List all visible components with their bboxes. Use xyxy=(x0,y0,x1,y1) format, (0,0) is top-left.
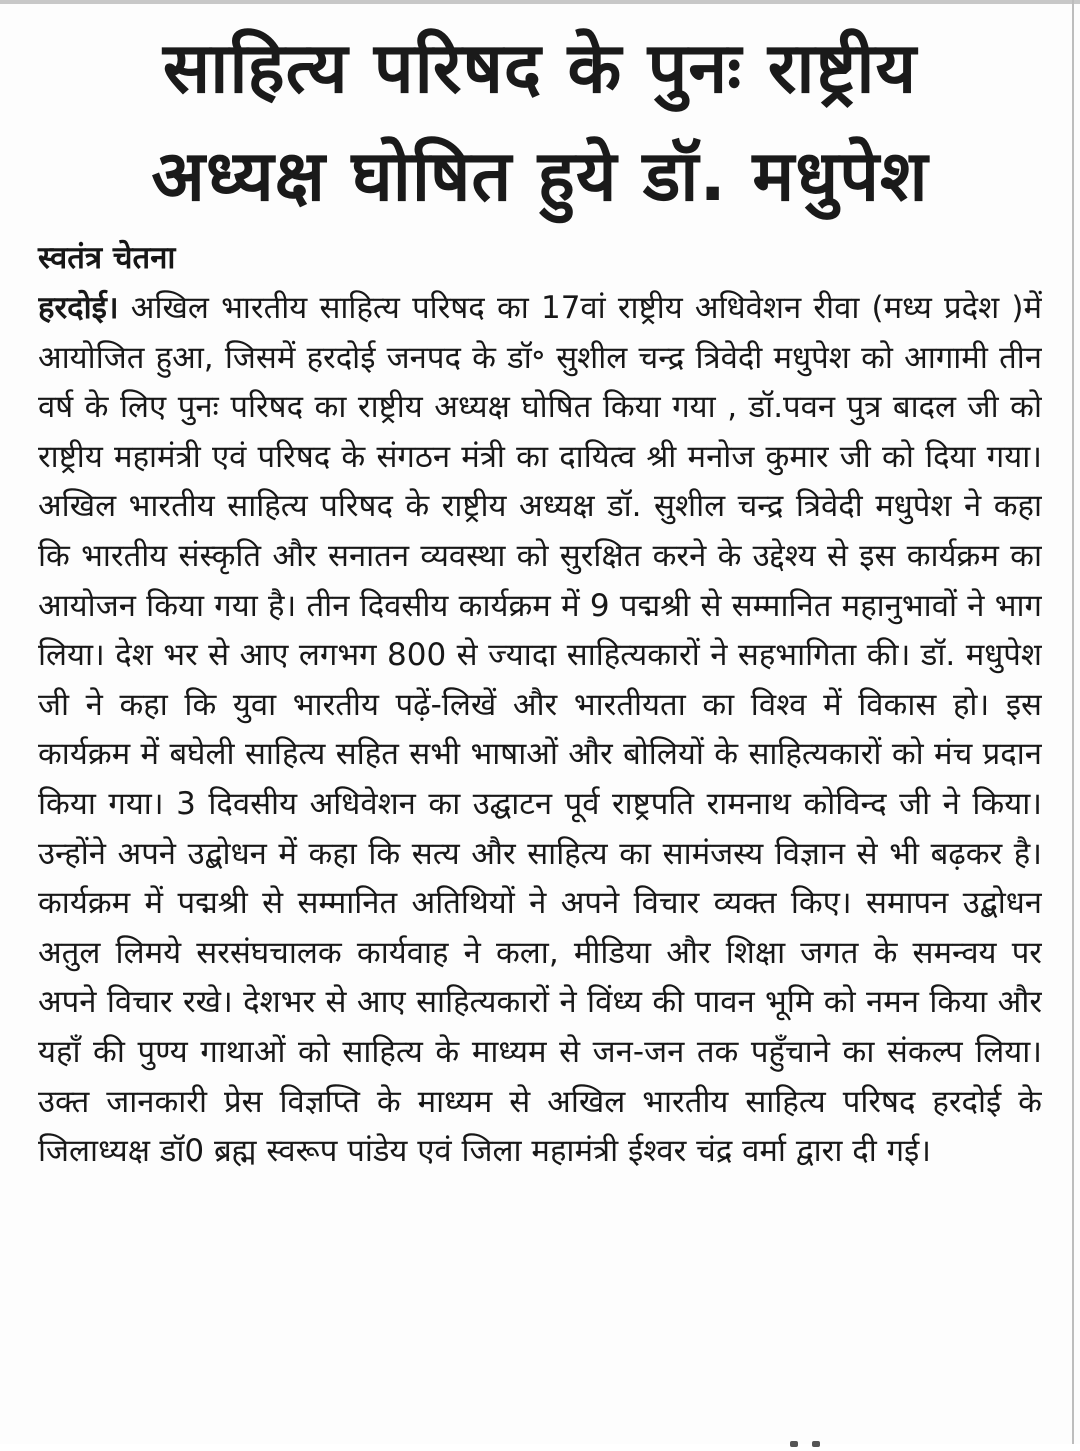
dateline: हरदोई। xyxy=(38,290,119,326)
article-body-text: अखिल भारतीय साहित्य परिषद का 17वां राष्ट्रीय अधिवेशन रीवा (मध्य प्रदेश )में आयोजित हुआ, जिसमें हरदोई जनपद के डॉ॰ सुशील चन्द्र त्रिवेदी मधुपेश को आगामी तीन वर्ष के लिए पुनः परिषद का राष्ट्रीय अध्यक्ष घोषित किया गया , डॉ.पवन पुत्र बादल जी को राष्ट्रीय महामंत्री एवं परिषद के संगठन मंत्री का दायित्व श्री मनोज कुमार जी को दिया गया। अखिल भारतीय साहित्य परिषद के राष्ट्रीय अध्यक्ष डॉ. सुशील चन्द्र त्रिवेदी मधुपेश ने कहा कि भारतीय संस्कृति और सनातन व्यवस्था को सुरक्षित करने के उद्देश्य से इस कार्यक्रम का आयोजन किया गया है। तीन दिवसीय कार्यक्रम में 9 पद्मश्री से सम्मानित महानुभावों ने भाग लिया। देश भर से आए लगभग 800 से ज्यादा साहित्यकारों ने सहभागिता की। डॉ. मधुपेश जी ने कहा कि युवा भारतीय पढ़ें-लिखें और भारतीयता का विश्व में विकास हो। इस कार्यक्रम में बघेली साहित्य सहित सभी भाषाओं और बोलियों के साहित्यकारों को मंच प्रदान किया गया। 3 दिवसीय अधिवेशन का उद्घाटन पूर्व राष्ट्रपति रामनाथ कोविन्द जी ने किया। उन्होंने अपने उद्बोधन में कहा कि सत्य और साहित्य का सामंजस्य विज्ञान से भी बढ़कर है। कार्यक्रम में पद्मश्री से सम्मानित अतिथियों ने अपने विचार व्यक्त किए। समापन उद्बोधन अतुल लिमये सरसंघचालक कार्यवाह ने कला, मीडिया और शिक्षा जगत के समन्वय पर अपने विचार रखे। देशभर से आए साहित्यकारों ने विंध्य की पावन भूमि को नमन किया और यहाँ की पुण्य गाथाओं को साहित्य के माध्यम से जन-जन तक पहुँचाने का संकल्प लिया। उक्त जानकारी प्रेस विज्ञप्ति के माध्यम से अखिल भारतीय साहित्य परिषद हरदोई के जिलाध्यक्ष डॉ0 ब्रह्म स्वरूप पांडेय एवं जिला महामंत्री ईश्वर चंद्र वर्मा द्वारा दी गई। xyxy=(38,290,1042,1170)
article-body xyxy=(38,284,1042,1434)
right-border xyxy=(1072,0,1074,1444)
byline: स्वतंत्र चेतना xyxy=(38,240,176,276)
top-border xyxy=(0,0,1080,4)
headline-line-2: अध्यक्ष घोषित हुये डॉ. मधुपेश xyxy=(151,135,929,217)
print-artifact xyxy=(790,1432,850,1440)
headline-line-1: साहित्य परिषद के पुनः राष्ट्रीय xyxy=(162,27,918,109)
